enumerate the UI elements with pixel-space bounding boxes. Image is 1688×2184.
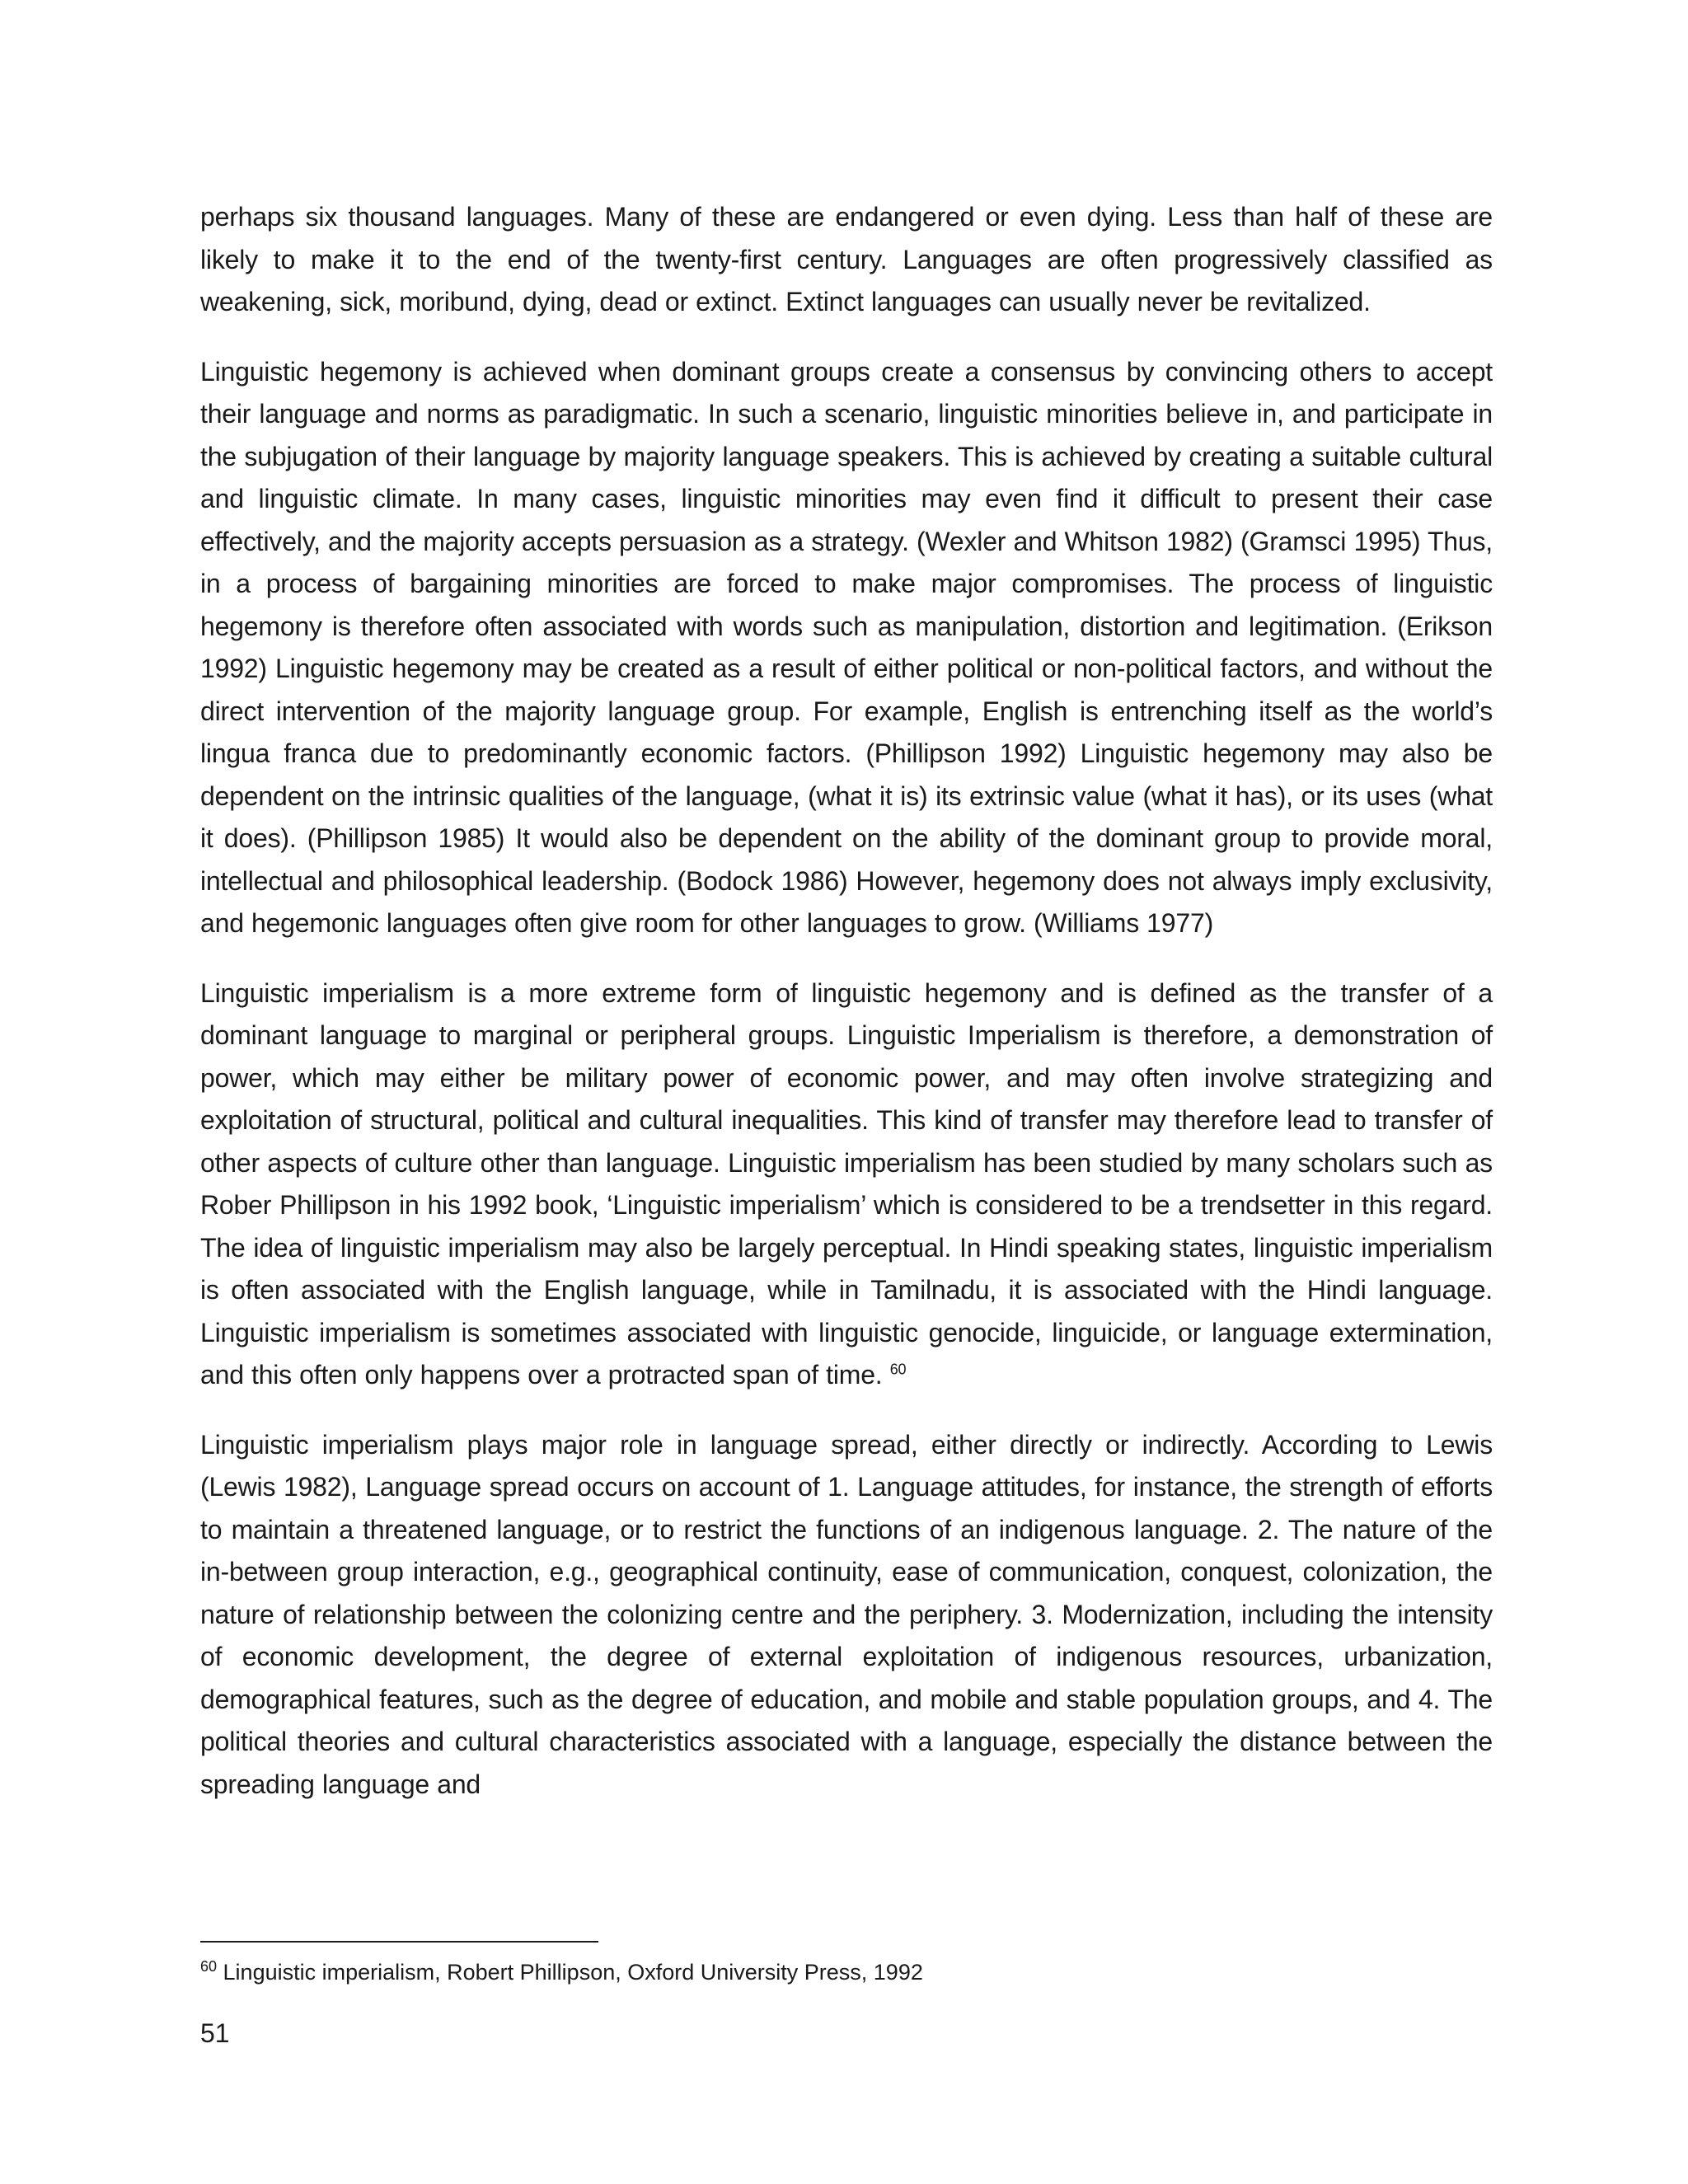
footnote-divider bbox=[200, 1941, 598, 1943]
footnote-reference[interactable]: 60 bbox=[889, 1361, 907, 1378]
page-number: 51 bbox=[200, 2018, 230, 2048]
footnote-marker: 60 bbox=[200, 1958, 218, 1975]
paragraph-text: Linguistic imperialism plays major role in language spread, either directly or indirectly. According to Lewis (Lewis 1982), Language spread occurs on account of 1. Language attitudes, for instance, the strength of efforts to maintain a threatened language, or to restrict the functions of an indigenous language. 2. The nature of the in-between group interaction, e.g., geographical continuity, ease of communication, conquest, colonization, the nature of relationship between the colonizing centre and the periphery. 3. Modernization, including the intensity of economic development, the degree of external exploitation of indigenous resources, urbanization, demographical features, such as the degree of education, and mobile and stable population groups, and 4. The political theories and cultural characteristics associated with a language, especially the distance between the spreading language and bbox=[200, 1429, 1493, 1799]
paragraph-language-spread bbox=[200, 1424, 1493, 1807]
paragraph-text: perhaps six thousand languages. Many of these are endangered or even dying. Less than half of these are likely to make it to the end of the twenty-first century. Languages are often progressively classified as weakening, sick, moribund, dying, dead or extinct. Extinct languages can usually never be revitalized. bbox=[200, 202, 1493, 316]
footnote-text: Linguistic imperialism, Robert Phillipson, Oxford University Press, 1992 bbox=[217, 1960, 923, 1985]
footnote bbox=[200, 1956, 1493, 1989]
paragraph-linguistic-hegemony bbox=[200, 351, 1493, 945]
body-text bbox=[200, 196, 1493, 1833]
paragraph-text: Linguistic imperialism is a more extreme form of linguistic hegemony and is defined as the transfer of a dominant language to marginal or peripheral groups. Linguistic Imperialism is therefore, a demonstration of power, which may either be military power of economic power, and may often involve strategizing and exploitation of structural, political and cultural inequalities. This kind of transfer may therefore lead to transfer of other aspects of culture other than language. Linguistic imperialism has been studied by many scholars such as Rober Phillipson in his 1992 book, ‘Linguistic imperialism’ which is considered to be a trendsetter in this regard. The idea of linguistic imperialism may also be largely perceptual. In Hindi speaking states, linguistic imperialism is often associated with the English language, while in Tamilnadu, it is associated with the Hindi language. Linguistic imperialism is sometimes associated with linguistic genocide, linguicide, or language extermination, and this often only happens over a protracted span of time. bbox=[200, 977, 1493, 1390]
paragraph-linguistic-imperialism bbox=[200, 972, 1493, 1397]
paragraph-language-extinction bbox=[200, 196, 1493, 324]
paragraph-text: Linguistic hegemony is achieved when dominant groups create a consensus by convincing others to accept their language and norms as paradigmatic. In such a scenario, linguistic minorities believe in, and participate in the subjugation of their language by majority language speakers. This is achieved by creating a suitable cultural and linguistic climate. In many cases, linguistic minorities may even find it difficult to present their case effectively, and the majority accepts persuasion as a strategy. (Wexler and Whitson 1982) (Gramsci 1995) Thus, in a process of bargaining minorities are forced to make major compromises. The process of linguistic hegemony is therefore often associated with words such as manipulation, distortion and legitimation. (Erikson 1992) Linguistic hegemony may be created as a result of either political or non-political factors, and without the direct intervention of the majority language group. For example, English is entrenching itself as the world’s lingua franca due to predominantly economic factors. (Phillipson 1992) Linguistic hegemony may also be dependent on the intrinsic qualities of the language, (what it is) its extrinsic value (what it has), or its uses (what it does). (Phillipson 1985) It would also be dependent on the ability of the dominant group to provide moral, intellectual and philosophical leadership. (Bodock 1986) However, hegemony does not always imply exclusivity, and hegemonic languages often give room for other languages to grow. (Williams 1977) bbox=[200, 356, 1493, 938]
